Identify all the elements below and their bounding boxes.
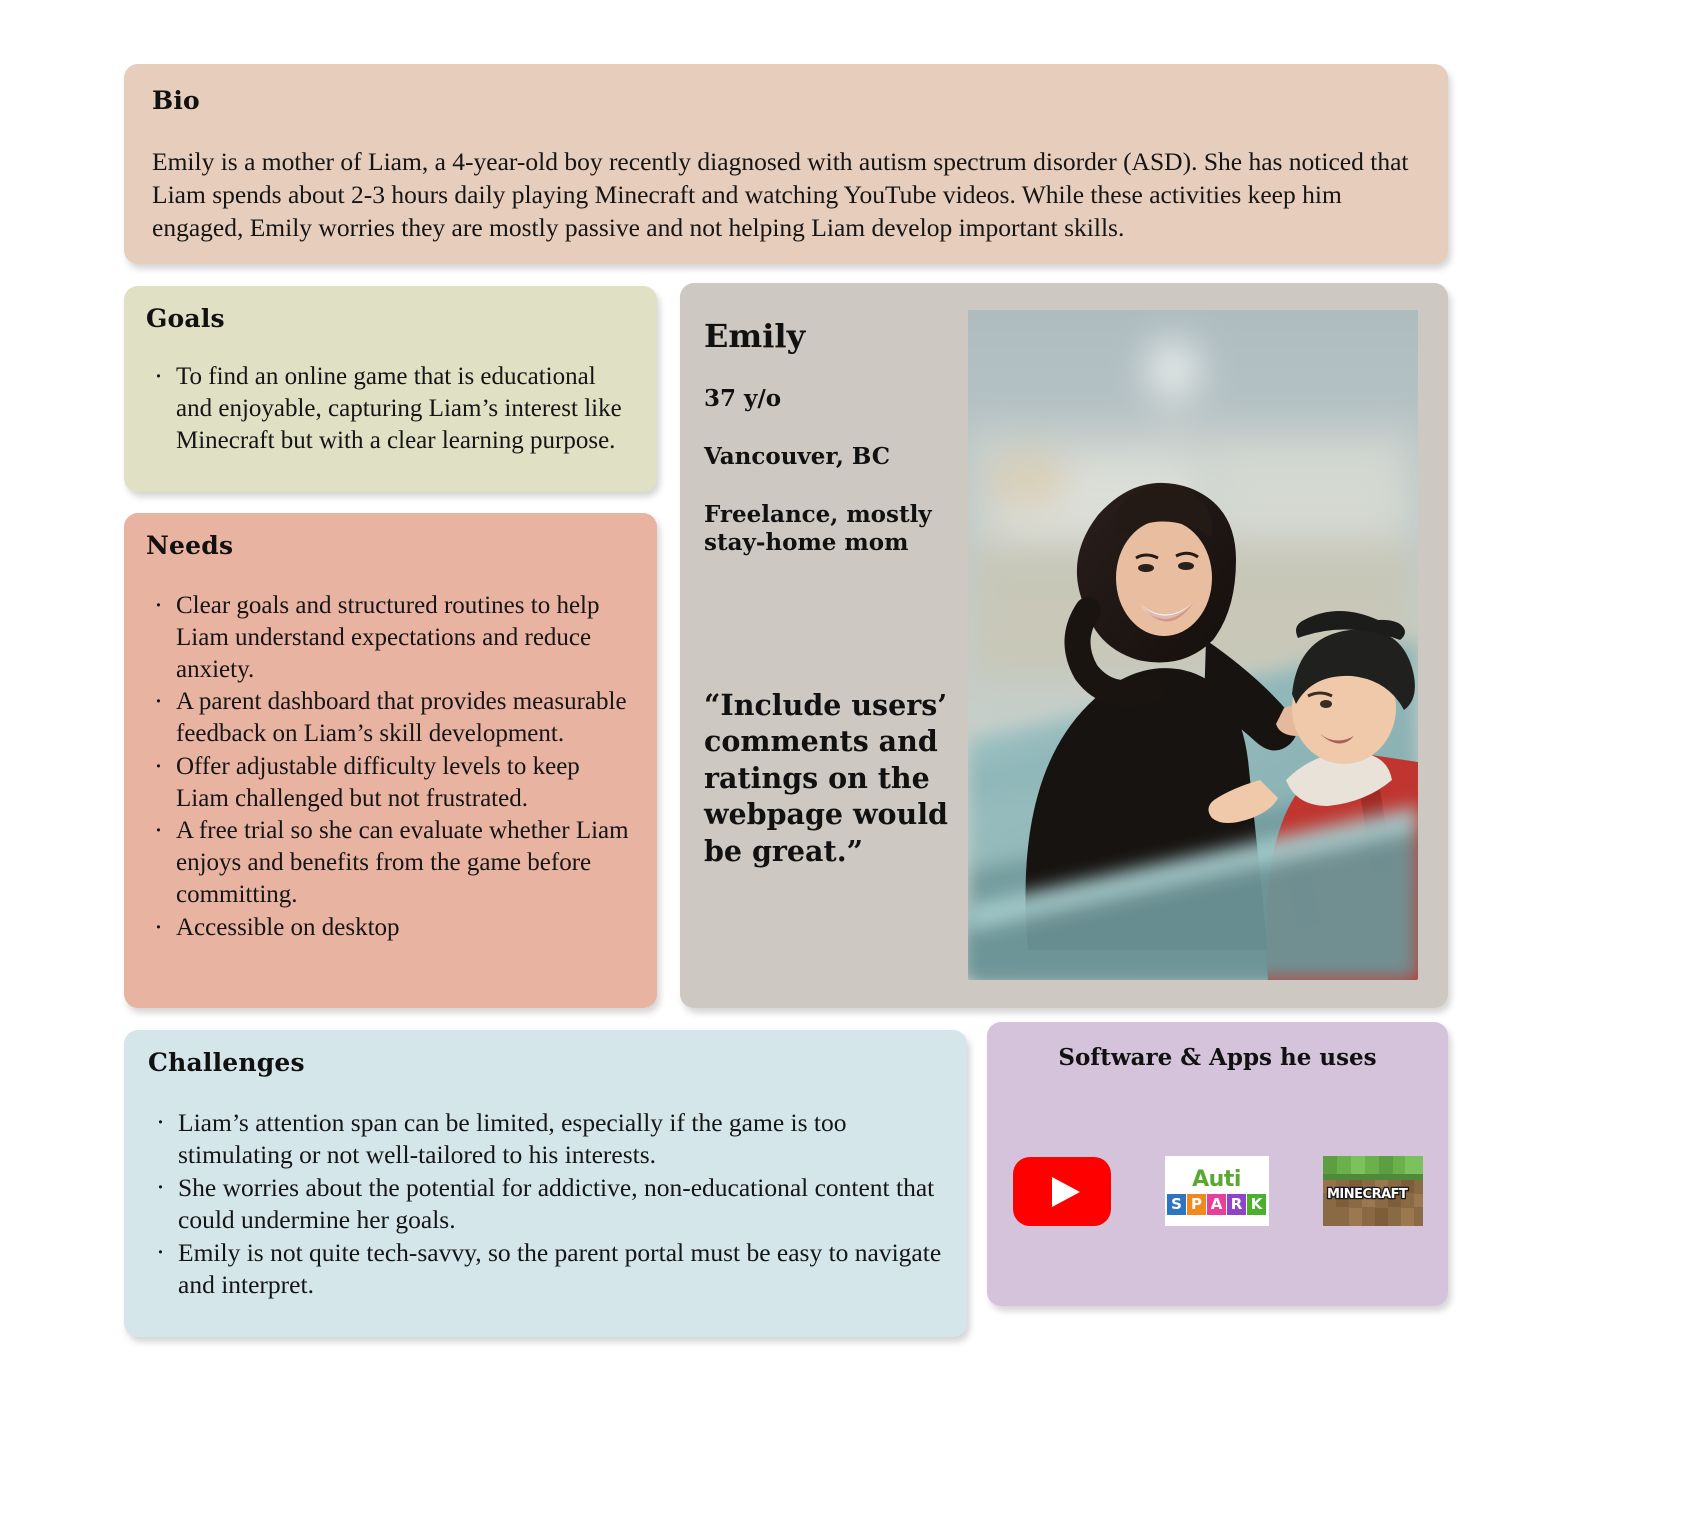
list-item: · Liam’s attention span can be limited, especially if the game is too stimulating or not well-tailored to his interests. xyxy=(148,1107,943,1172)
profile-quote: “Include users’ comments and ratings on the webpage would be great.” xyxy=(704,688,948,868)
autispark-letter-a: A xyxy=(1207,1194,1226,1215)
profile-age: 37 y/o xyxy=(704,385,782,412)
app-icon-row xyxy=(987,1156,1448,1226)
needs-list xyxy=(146,590,635,943)
minecraft-grass-block xyxy=(1323,1156,1423,1226)
profile-card xyxy=(680,283,1448,1008)
needs-card xyxy=(124,513,657,1008)
autispark-letter-s: S xyxy=(1167,1194,1186,1215)
autispark-icon[interactable] xyxy=(1165,1156,1269,1226)
goals-list xyxy=(146,361,635,456)
goals-card xyxy=(124,286,657,492)
goals-title: Goals xyxy=(146,304,225,333)
list-item: · To find an online game that is educational and enjoyable, capturing Liam’s interest like Minecraft but with a clear learning purpose. xyxy=(146,361,635,456)
minecraft-icon[interactable] xyxy=(1323,1156,1423,1226)
avatar xyxy=(968,310,1418,980)
list-item: · A parent dashboard that provides measurable feedback on Liam’s skill development. xyxy=(146,686,635,750)
autispark-wordmark-top: Auti xyxy=(1192,1167,1241,1192)
software-apps-title: Software & Apps he uses xyxy=(1058,1044,1377,1071)
list-item: · She worries about the potential for addictive, non-educational content that could undermine her goals. xyxy=(148,1172,943,1237)
bio-text: Emily is a mother of Liam, a 4-year-old boy recently diagnosed with autism spectrum disorder (ASD). She has noticed that Liam spends about 2-3 hours daily playing Minecraft and watching YouTube videos. While these activities keep him engaged, Emily worries they are mostly passive and not helping Liam develop important skills. xyxy=(152,147,1409,243)
list-item: · Clear goals and structured routines to help Liam understand expectations and reduce anxiety. xyxy=(146,590,635,685)
page-title: Emily xyxy=(704,317,806,355)
list-item: · Offer adjustable difficulty levels to keep Liam challenged but not frustrated. xyxy=(146,751,635,815)
autispark-letter-blocks xyxy=(1167,1194,1266,1215)
autispark-letter-k: K xyxy=(1247,1194,1266,1215)
minecraft-wordmark: MINECRAFT xyxy=(1326,1187,1407,1202)
list-item: · Accessible on desktop xyxy=(146,912,635,944)
profile-location: Vancouver, BC xyxy=(704,443,891,471)
photo-illustration xyxy=(968,310,1418,980)
bio-title: Bio xyxy=(152,86,200,115)
challenges-card xyxy=(124,1030,967,1337)
needs-title: Needs xyxy=(146,531,234,560)
challenges-title: Challenges xyxy=(148,1048,305,1077)
list-item: · A free trial so she can evaluate whether Liam enjoys and benefits from the game before committing. xyxy=(146,815,635,910)
list-item: · Emily is not quite tech-savvy, so the parent portal must be easy to navigate and interpret. xyxy=(148,1237,943,1302)
youtube-icon[interactable] xyxy=(1013,1157,1111,1226)
software-apps-card xyxy=(987,1022,1448,1306)
profile-occupation: Freelance, mostly stay-home mom xyxy=(704,501,932,557)
profile-details xyxy=(704,317,964,587)
autispark-letter-p: P xyxy=(1187,1194,1206,1215)
bio-card xyxy=(124,64,1448,264)
challenges-list xyxy=(148,1107,943,1301)
autispark-letter-r: R xyxy=(1227,1194,1246,1215)
